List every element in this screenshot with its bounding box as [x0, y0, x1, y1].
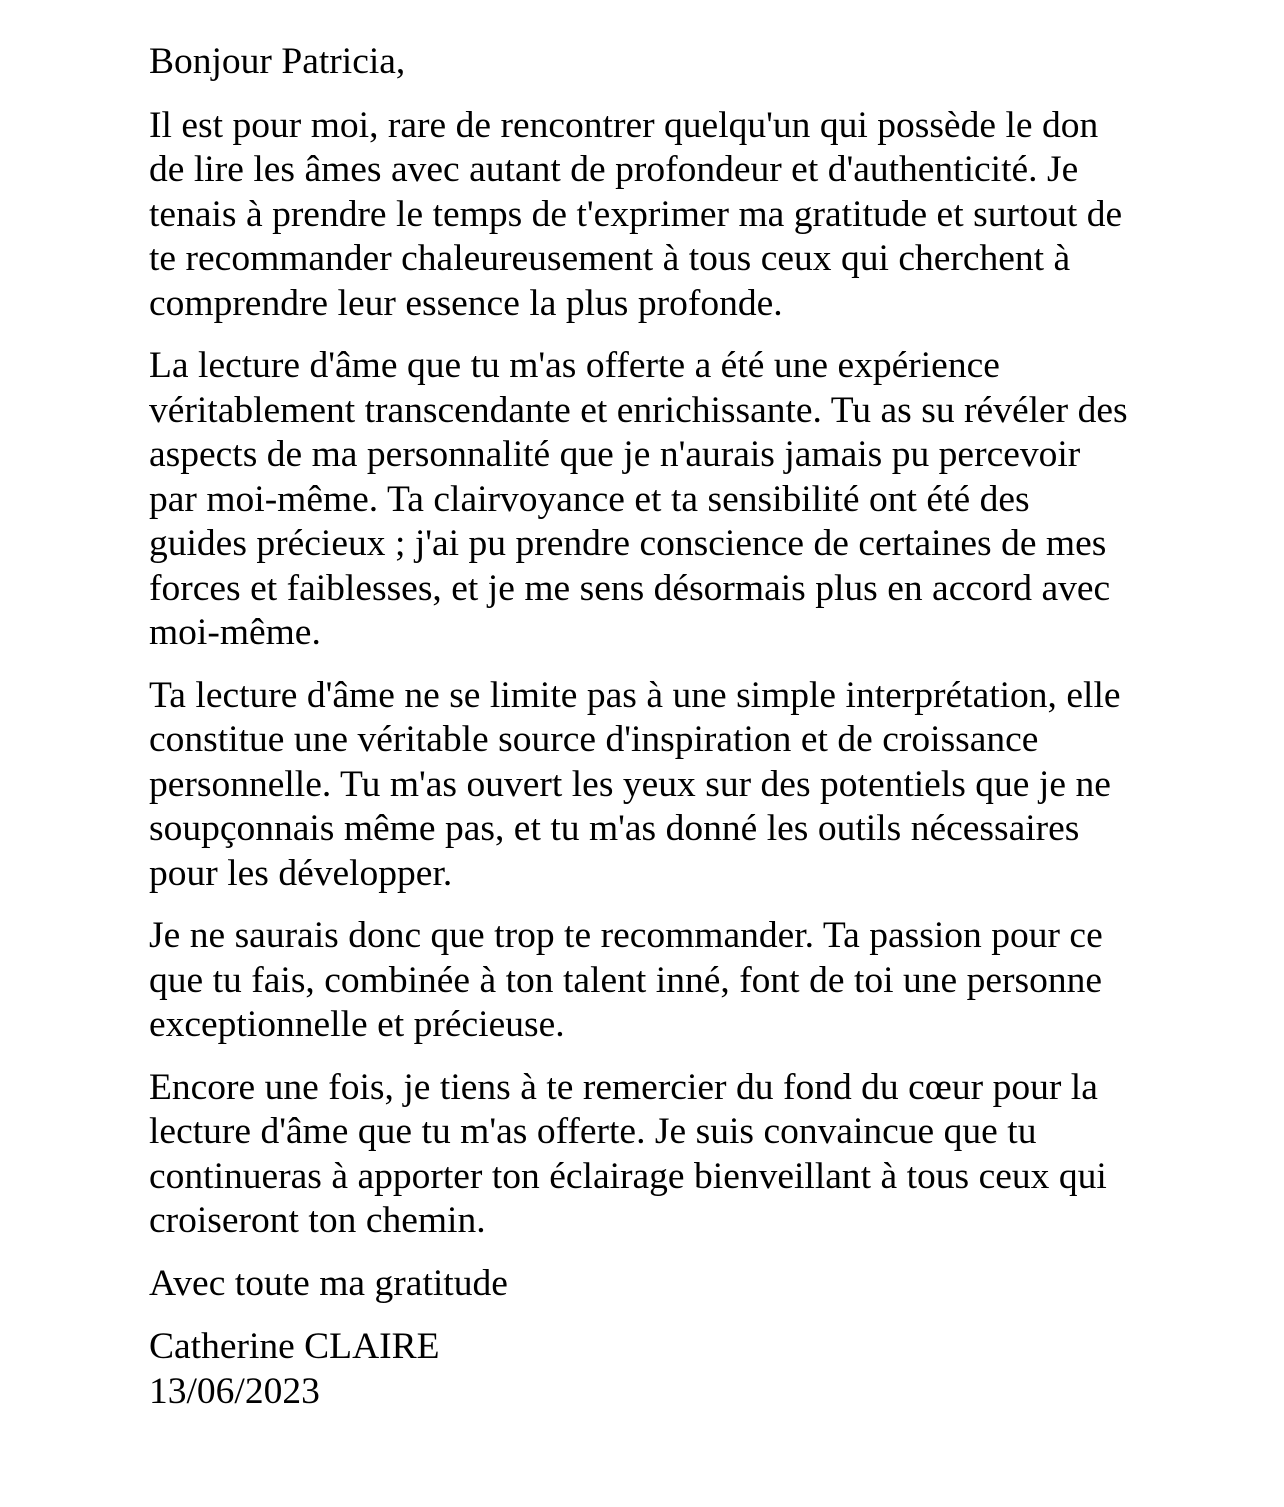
signature-date: 13/06/2023	[149, 1370, 320, 1412]
signature-block	[149, 1325, 1134, 1414]
letter-body	[149, 40, 1134, 1414]
signature-name: Catherine CLAIRE	[149, 1326, 440, 1367]
paragraph-4: Je ne saurais donc que trop te recommander. Ta passion pour ce que tu fais, combinée à ton talent inné, font de toi une personne exceptionnelle et précieuse.	[149, 915, 1103, 1045]
paragraph-3: Ta lecture d'âme ne se limite pas à une simple interprétation, elle constitue une véritable source d'inspiration et de croissance personnelle. Tu m'as ouvert les yeux sur des potentiels que je ne soupçonnais même pas, et tu m'as donné les outils nécessaires pour les développer.	[149, 674, 1121, 894]
paragraph-1: Il est pour moi, rare de rencontrer quelqu'un qui possède le don de lire les âmes avec autant de profondeur et d'authenticité. Je tenais à prendre le temps de t'exprimer ma gratitude et surtout de te recommander chaleureusement à tous ceux qui cherchent à comprendre leur essence la plus profonde.	[149, 104, 1123, 324]
paragraph-2: La lecture d'âme que tu m'as offerte a été une expérience véritablement transcendante et enrichissante. Tu as su révéler des aspects de ma personnalité que je n'aurais jamais pu percevoir par moi-même. Ta clairvoyance et ta sensibilité ont été des guides précieux ; j'ai pu prendre conscience de certaines de mes forces et faiblesses, et je me sens désormais plus en accord avec moi-même.	[149, 345, 1128, 653]
closing-line: Avec toute ma gratitude	[149, 1262, 508, 1304]
salutation: Bonjour Patricia,	[149, 41, 406, 82]
paragraph-5: Encore une fois, je tiens à te remercier du fond du cœur pour la lecture d'âme que tu m'as offerte. Je suis convaincue que tu continueras à apporter ton éclairage bienveillant à tous ceux qui croiseront ton chemin.	[149, 1066, 1107, 1241]
